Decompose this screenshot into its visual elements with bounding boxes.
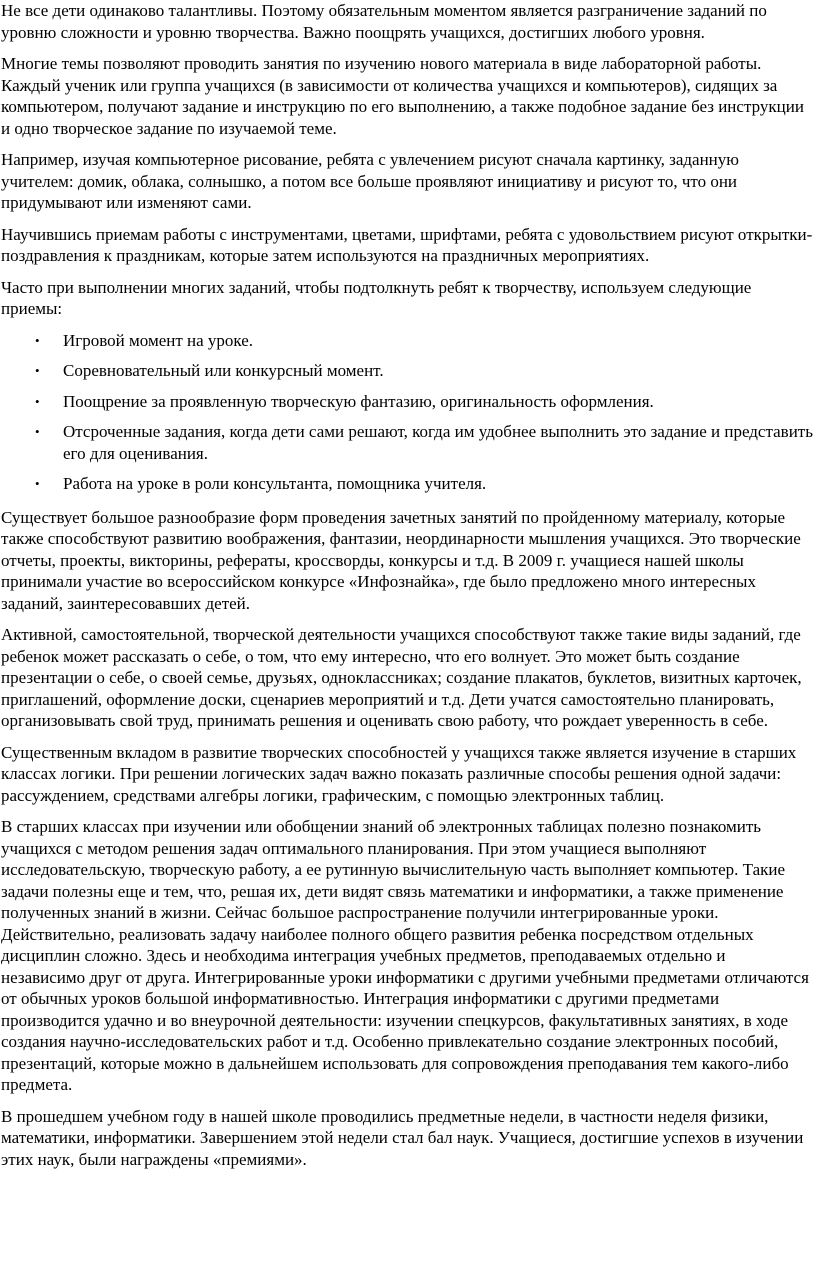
bullet-icon: • [35,332,40,348]
paragraph-lab-work: Многие темы позволяют проводить занятия по изучению нового материала в виде лабораторной работы. Каждый ученик или группа учащихся (в зависимости от количества учащихся и компьютеров), сидящих за компьютером, получают задание и инструкцию по его выполнению, а также подобное задание без инструкции и одно творческое задание по изучаемой теме. [1,54,804,138]
list-item [1,360,813,382]
bullet-icon: • [35,424,40,439]
bullet-icon: • [35,363,40,378]
list-item-text: Отсроченные задания, когда дети сами решают, когда им удобнее выполнить это задание и представить его для оценивания. [63,422,813,463]
list-item-text: Соревновательный или конкурсный момент. [63,361,384,380]
bullet-icon: • [35,476,40,491]
list-item-text: Игровой момент на уроке. [63,330,254,350]
paragraph-talent-levels: Не все дети одинаково талантливы. Поэтому обязательным моментом является разграничение заданий по уровню сложности и уровню творчества. Важно поощрять учащихся, достигших любого уровня. [1,1,767,42]
bullet-icon: • [35,393,40,409]
paragraph-logic-study: Существенным вкладом в развитие творческих способностей у учащихся также является изучение в старших классах логики. При решении логических задач важно показать различные способы решения одной задачи: рассуждением, средствами алгебры логики, графическим, с помощью электронных таблиц. [1,742,797,805]
list-item [1,473,813,495]
paragraph-science-week: В прошедшем учебном году в нашей школе проводились предметные недели, в частности неделя физики, математики, информатики. Завершением этой недели стал бал наук. Учащиеся, достигшие успехов в изучении этих наук, были награждены «премиями». [1,1106,804,1169]
list-item [1,330,813,352]
list-item-text: Поощрение за проявленную творческую фантазию, оригинальность оформления. [63,391,654,411]
paragraph-techniques-intro: Часто при выполнении многих заданий, чтобы подтолкнуть ребят к творчеству, используем следующие приемы: [1,277,752,318]
list-item [1,421,813,464]
paragraph-assessment-forms: Существует большое разнообразие форм проведения зачетных занятий по пройденному материалу, которые также способствуют развитию воображения, фантазии, неординарности мышления учащихся. Это творческие отчеты, проекты, викторины, рефераты, кроссворды, конкурсы и т.д. В 2009 г. учащиеся нашей школы принимали участие во всероссийском конкурсе «Инфознайка», где было предложено много интересных заданий, заинтересовавших детей. [1,507,801,613]
paragraph-self-presentation: Активной, самостоятельной, творческой деятельности учащихся способствуют также такие виды заданий, где ребенок может рассказать о себе, о том, что ему интересно, что его волнует. Это может быть создание презентации о себе, о своей семье, друзьях, одноклассниках; создание плакатов, буклетов, визитных карточек, приглашений, оформление доски, сценариев мероприятий и т.д. Дети учатся самостоятельно планировать, организовывать свой труд, принимать решения и оценивать свою работу, что рождает уверенность в себе. [1,625,802,730]
list-item [1,391,813,413]
techniques-list [1,330,816,495]
list-item-text: Работа на уроке в роли консультанта, помощника учителя. [63,474,487,493]
paragraph-spreadsheets-integration: В старших классах при изучении или обобщении знаний об электронных таблицах полезно познакомить учащихся с методом решения задач оптимального планирования. При этом учащиеся выполняют исследовательскую, творческую работу, а ее рутинную вычислительную часть выполняет компьютер. Такие задачи полезны еще и тем, что, решая их, дети видят связь математики и информатики, а также применение полученных знаний в жизни. Сейчас большое распространение получили интегрированные уроки. Действительно, реализовать задачу наиболее полного общего развития ребенка посредством отдельных дисциплин сложно. Здесь и необходима интеграция учебных предметов, преподаваемых отдельно и независимо друг от друга. Интегрированные уроки информатики с другими учебными предметами отличаются от обычных уроков большой информативностью. Интеграция информатики с другими предметами производится удачно и во внеурочной деятельности: изучении спецкурсов, факультативных занятиях, в ходе создания научно-исследовательских работ и т.д. Особенно привлекательно создание электронных пособий, презентаций, которые можно в дальнейшем использовать для сопровождения преподавания тем какого-либо предмета. [1,817,809,1094]
paragraph-greeting-cards: Научившись приемам работы с инструментами, цветами, шрифтами, ребята с удовольствием рисуют открытки-поздравления к праздникам, которые затем используются на праздничных мероприятиях. [1,224,813,265]
paragraph-computer-drawing: Например, изучая компьютерное рисование, ребята с увлечением рисуют сначала картинку, заданную учителем: домик, облака, солнышко, а потом все больше проявляют инициативу и рисуют то, что они придумывают или изменяют сами. [1,150,739,212]
